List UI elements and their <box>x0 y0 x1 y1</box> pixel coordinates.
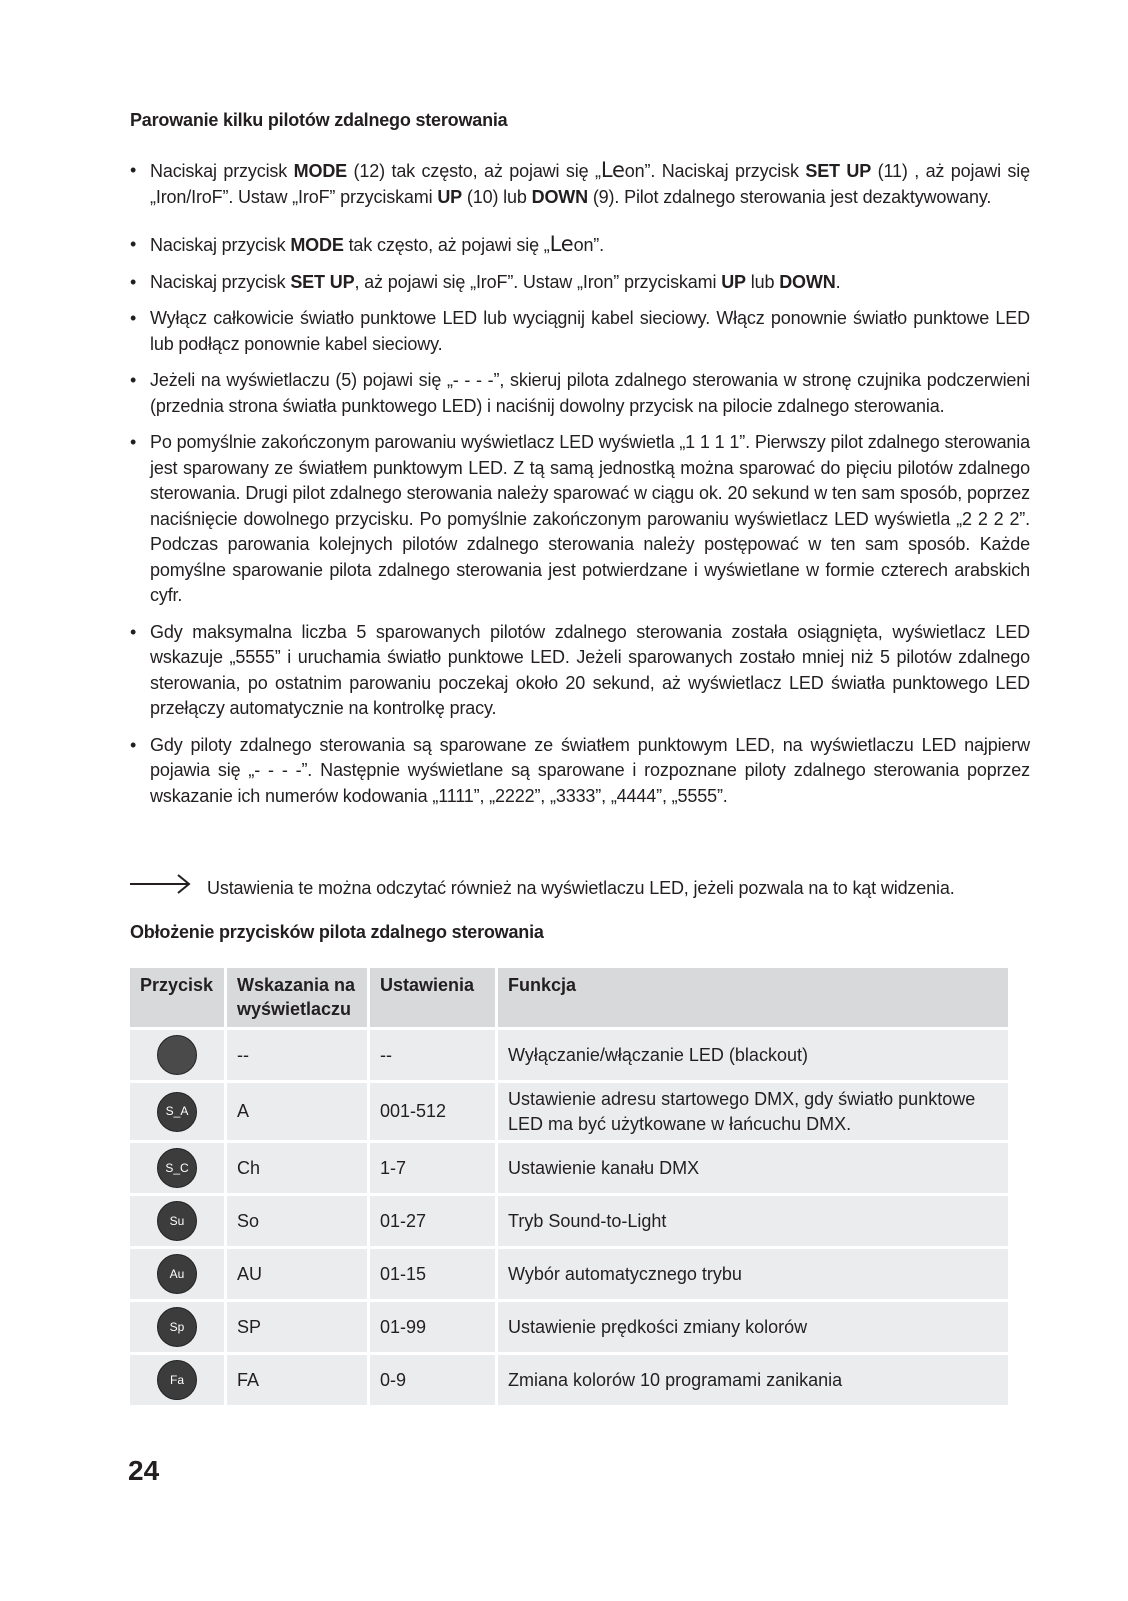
page-number: 24 <box>128 1455 160 1486</box>
header-function: Funkcja <box>498 968 1008 1027</box>
arrow-right-icon <box>130 873 192 895</box>
speed-button-icon: Sp <box>157 1307 197 1347</box>
list-item: • Naciskaj przycisk MODE (12) tak często, aż pojawi się „Leon”. Naciskaj przycisk SET UP (11) , aż pojawi się „Iron/IroF”. Ustaw „IroF” przyciskami UP (10) lub DOWN (9). Pilot zdalnego sterowania jest dezaktywowany. <box>130 158 1030 210</box>
header-button: Przycisk <box>130 968 224 1027</box>
pairing-steps <box>130 158 1030 820</box>
blackout-button-icon <box>157 1035 197 1075</box>
table-row: S_C Ch 1-7 Ustawienie kanału DMX <box>130 1143 1008 1193</box>
fade-button-icon: Fa <box>157 1360 197 1400</box>
header-display: Wskazania na wyświetlaczu <box>227 968 367 1027</box>
section-title-buttons: Obłożenie przycisków pilota zdalnego sterowania <box>130 922 544 942</box>
note-text: Ustawienia te można odczytać również na wyświetlaczu LED, jeżeli pozwala na to kąt widzenia. <box>207 878 955 898</box>
list-item: • Naciskaj przycisk SET UP, aż pojawi się „IroF”. Ustaw „Iron” przyciskami UP lub DOWN. <box>130 270 1030 296</box>
table-row: Au AU 01-15 Wybór automatycznego trybu <box>130 1249 1008 1299</box>
list-item: • Jeżeli na wyświetlaczu (5) pojawi się „- - - -”, skieruj pilota zdalnego sterowania w stronę czujnika podczerwieni (przednia strona światła punktowego LED) i naciśnij dowolny przycisk na pilocie zdalnego sterowania. <box>130 368 1030 419</box>
start-address-button-icon: S_A <box>157 1092 197 1132</box>
list-item: • Po pomyślnie zakończonym parowaniu wyświetlacz LED wyświetla „1 1 1 1”. Pierwszy pilot zdalnego sterowania jest sparowany ze światłem punktowym LED. Z tą samą jednostką można sparować do pięciu pilotów zdalnego sterowania. Drugi pilot zdalnego sterowania należy sparować w ciągu ok. 20 sekund w ten sam sposób, poprzez naciśnięcie dowolnego przycisku. Po pomyślnie zakończonym parowaniu wyświetlacz LED wyświetla „2 2 2 2”. Podczas parowania kolejnych pilotów zdalnego sterowania należy postępować w ten sam sposób. Każde pomyślne sparowanie pilota zdalnego sterowania jest potwierdzane i wyświetlane w formie czterech arabskich cyfr. <box>130 430 1030 609</box>
auto-button-icon: Au <box>157 1254 197 1294</box>
table-row: -- -- Wyłączanie/włączanie LED (blackout) <box>130 1030 1008 1080</box>
list-item: • Wyłącz całkowicie światło punktowe LED lub wyciągnij kabel sieciowy. Włącz ponownie światło punktowe LED lub podłącz ponownie kabel sieciowy. <box>130 306 1030 357</box>
sound-button-icon: Su <box>157 1201 197 1241</box>
table-row: Su So 01-27 Tryb Sound-to-Light <box>130 1196 1008 1246</box>
list-item: • Gdy maksymalna liczba 5 sparowanych pilotów zdalnego sterowania została osiągnięta, wyświetlacz LED wskazuje „5555” i uruchamia światło punktowe LED. Jeżeli sparowanych zostało mniej niż 5 pilotów zdalnego sterowania, po ostatnim parowaniu poczekaj około 20 sekund, aż wyświetlacz LED światła punktowego LED przełączy automatycznie na kontrolkę pracy. <box>130 620 1030 722</box>
header-settings: Ustawienia <box>370 968 495 1027</box>
table-row: S_A A 001-512 Ustawienie adresu startowego DMX, gdy światło punktowe LED ma być użytkowane w łańcuchu DMX. <box>130 1083 1008 1140</box>
list-item: • Naciskaj przycisk MODE tak często, aż pojawi się „Leon”. <box>130 232 1030 259</box>
section-title-pairing: Parowanie kilku pilotów zdalnego sterowania <box>130 110 508 130</box>
table-row: Sp SP 01-99 Ustawienie prędkości zmiany kolorów <box>130 1302 1008 1352</box>
button-table <box>127 965 1011 1408</box>
note <box>130 873 1030 903</box>
channel-button-icon: S_C <box>157 1148 197 1188</box>
table-row: Fa FA 0-9 Zmiana kolorów 10 programami zanikania <box>130 1355 1008 1405</box>
list-item: • Gdy piloty zdalnego sterowania są sparowane ze światłem punktowym LED, na wyświetlaczu LED najpierw pojawia się „- - - -”. Następnie wyświetlane są sparowane i rozpoznane piloty zdalnego sterowania poprzez wskazanie ich numerów kodowania „1111”, „2222”, „3333”, „4444”, „5555”. <box>130 733 1030 810</box>
table-header-row <box>130 968 1008 1027</box>
